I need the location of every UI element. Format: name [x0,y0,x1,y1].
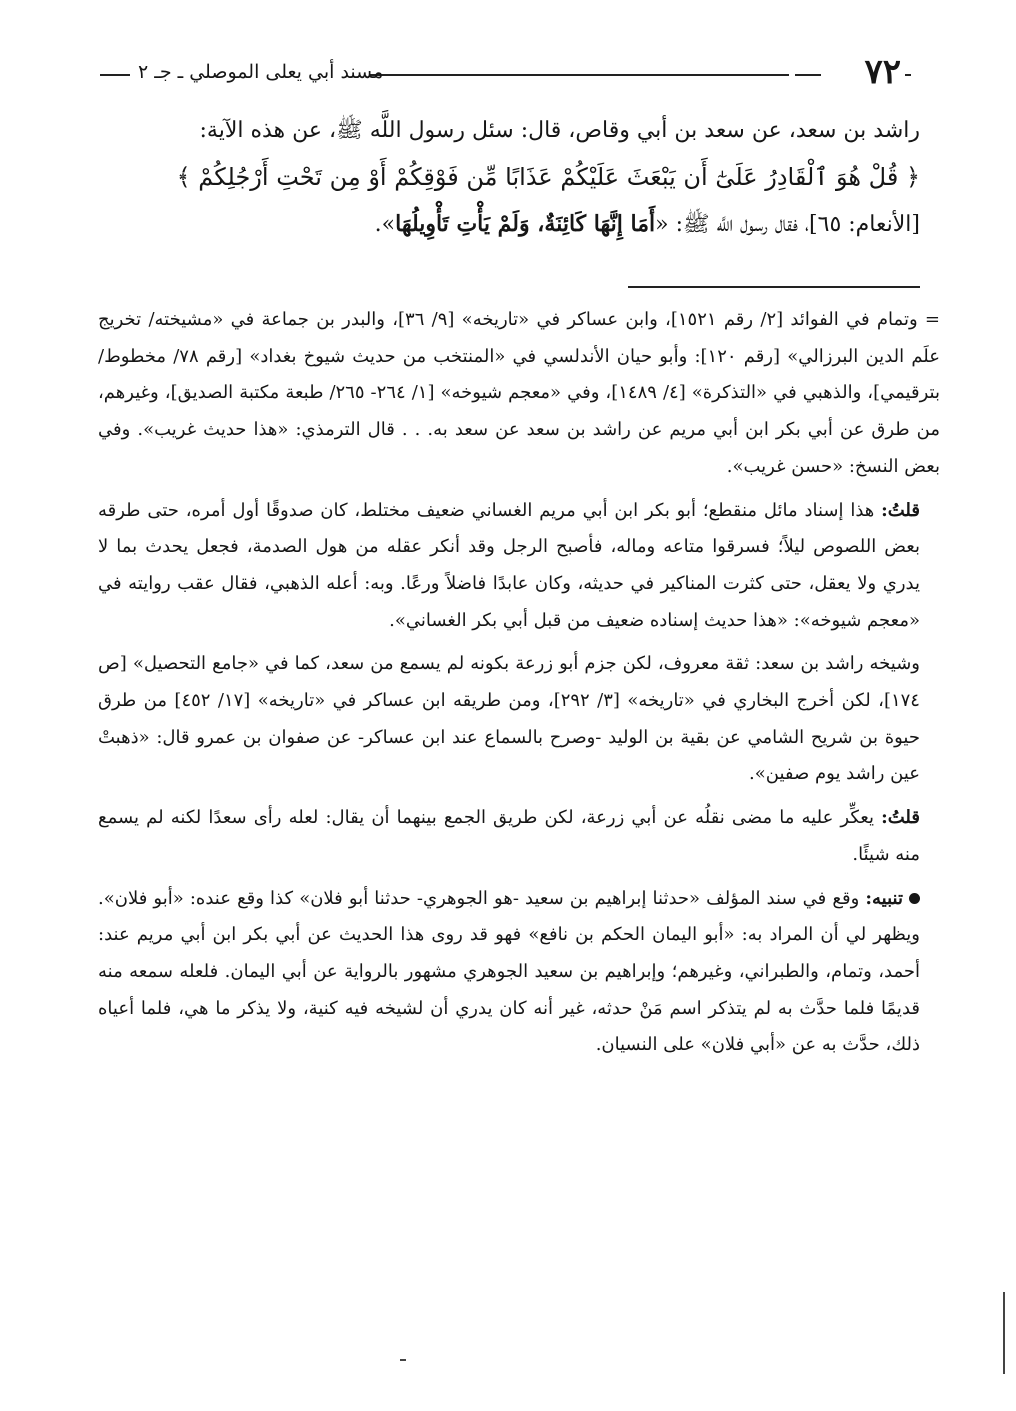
main-text [98,107,920,248]
main-line-hadith [98,201,920,248]
footnote-reconcile [98,800,920,873]
quran-verse: ﴿ قُلْ هُوَ ٱلْقَادِرُ عَلَىٰٓ أَن يَبْعَثَ عَلَيْكُمْ عَذَابًا مِّن فَوْقِكُمْ أَوْ مِن تَحْتِ أَرْجُلِكُمْ ﴾ [176,163,920,191]
footnote-lead: قلتُ: [881,499,920,521]
footnote-separator [628,286,920,288]
header-dash-right [905,74,911,76]
main-line-isnad: راشد بن سعد، عن سعد بن أبي وقاص، قال: سئل رسول اللَّه ﷺ، عن هذه الآية: [199,118,920,143]
footnote-lead: تنبيه: [865,887,903,909]
footnote-tanbih [98,881,920,1065]
scan-margin-mark [1003,1292,1005,1374]
scan-dot-mark [400,1359,406,1361]
footnote-takhrij: = وتمام في الفوائد [٢/ رقم ١٥٢١]، وابن عساكر في «تاريخه» [٩/ ٣٦]، والبدر بن جماعة في «مشيخته/ تخريج علَم الدين البرزالي» [رقم ١٢٠]: وأبو حيان الأندلسي في «المنتخب من حديث شيوخ بغداد» [رقم ٧٨/ مخطوط/ بترقيمي]، والذهبي في «التذكرة» [٤/ ١٤٨٩]، وفي «معجم شيوخه» [١/ ٢٦٤- ٢٦٥/ طبعة مكتبة الصديق]، وغيرهم، من طرق عن أبي بكر ابن أبي مريم عن راشد بن سعد عن سعد به. . . قال الترمذي: «هذا حديث غريب». وفي بعض النسخ: «حسن غريب». [98,309,941,477]
footnote-lead: قلتُ: [881,807,920,829]
header-dash [795,74,821,76]
footnote-text: يعكِّر عليه ما مضى نقلُه عن أبي زرعة، لكن طريق الجمع بينهما أن يقال: لعله رأى سعدًا لكنه لم يسمع منه شيئًا. [98,807,920,865]
header-rule [370,74,789,76]
book-title: مسند أبي يعلى الموصلي ـ جـ ٢ [138,61,384,83]
page-number: ٧٢ [864,52,901,92]
footnotes [98,302,941,1071]
bullet-icon [909,893,920,904]
footnote-text: هذا إسناد مائل منقطع؛ أبو بكر ابن أبي مريم الغساني ضعيف مختلط، كان صدوقًا أول أمره، حتى طرقه بعض اللصوص ليلاً؛ فسرقوا متاعه وماله، فأصبح الرجل وقد أنكر عقله من هول الصدمة، فجعل يحدث بما لا يدري ولا يعقل، حتى كثرت المناكير في حديثه، وكان عابدًا فاضلاً ورعًا. وبه: أعله الذهبي، فقال عقب روايته في «معجم شيوخه»: «هذا حديث إسناده ضعيف من قبل أبي بكر الغساني». [98,499,920,631]
footnote-rashid: وشيخه راشد بن سعد: ثقة معروف، لكن جزم أبو زرعة بكونه لم يسمع من سعد، كما في «جامع التحصيل» [ص ١٧٤]، لكن أخرج البخاري في «تاريخه» [٣/ ٢٩٢]، ومن طريقه ابن عساكر في «تاريخه» [١٧/ ٤٥٢] من طرق حيوة بن شريح الشامي عن بقية بن الوليد -وصرح بالسماع عند ابن عساكر- عن صفوان بن عمرو قال: «ذهبتْ عين راشد يوم صفين». [98,653,920,785]
footnote-isnad-critique [98,493,920,640]
verse-reference: [الأنعام: ٦٥]، فقال رسول اللَّه ﷺ: « [655,212,920,237]
running-header [100,52,911,92]
hadith-close: ». [374,212,396,237]
hadith-text: أَمَا إِنَّهَا كَائِنَةٌ، وَلَمْ يَأْتِ تَأْوِيلُهَا [395,211,656,237]
header-dash-left [100,74,130,76]
footnote-text: وقع في سند المؤلف «حدثنا إبراهيم بن سعيد -هو الجوهري- حدثنا أبو فلان» كذا وقع عنده: «أبو فلان». ويظهر لي أن المراد به: «أبو اليمان الحكم بن نافع» فهو قد روى هذا الحديث عن أبي بكر ابن أبي مريم عند: أحمد، وتمام، والطبراني، وغيرهم؛ وإبراهيم بن سعيد الجوهري مشهور بالرواية عن أبي اليمان. فلعله سمعه منه قديمًا فلما حدَّث به لم يتذكر اسم مَنْ حدثه، غير أنه كان يدري أن لشيخه فيه كنية، ولا يذكر ما هي، فلما أعياه ذلك، حدَّث به عن «أبي فلان» على النسيان. [98,887,920,1056]
